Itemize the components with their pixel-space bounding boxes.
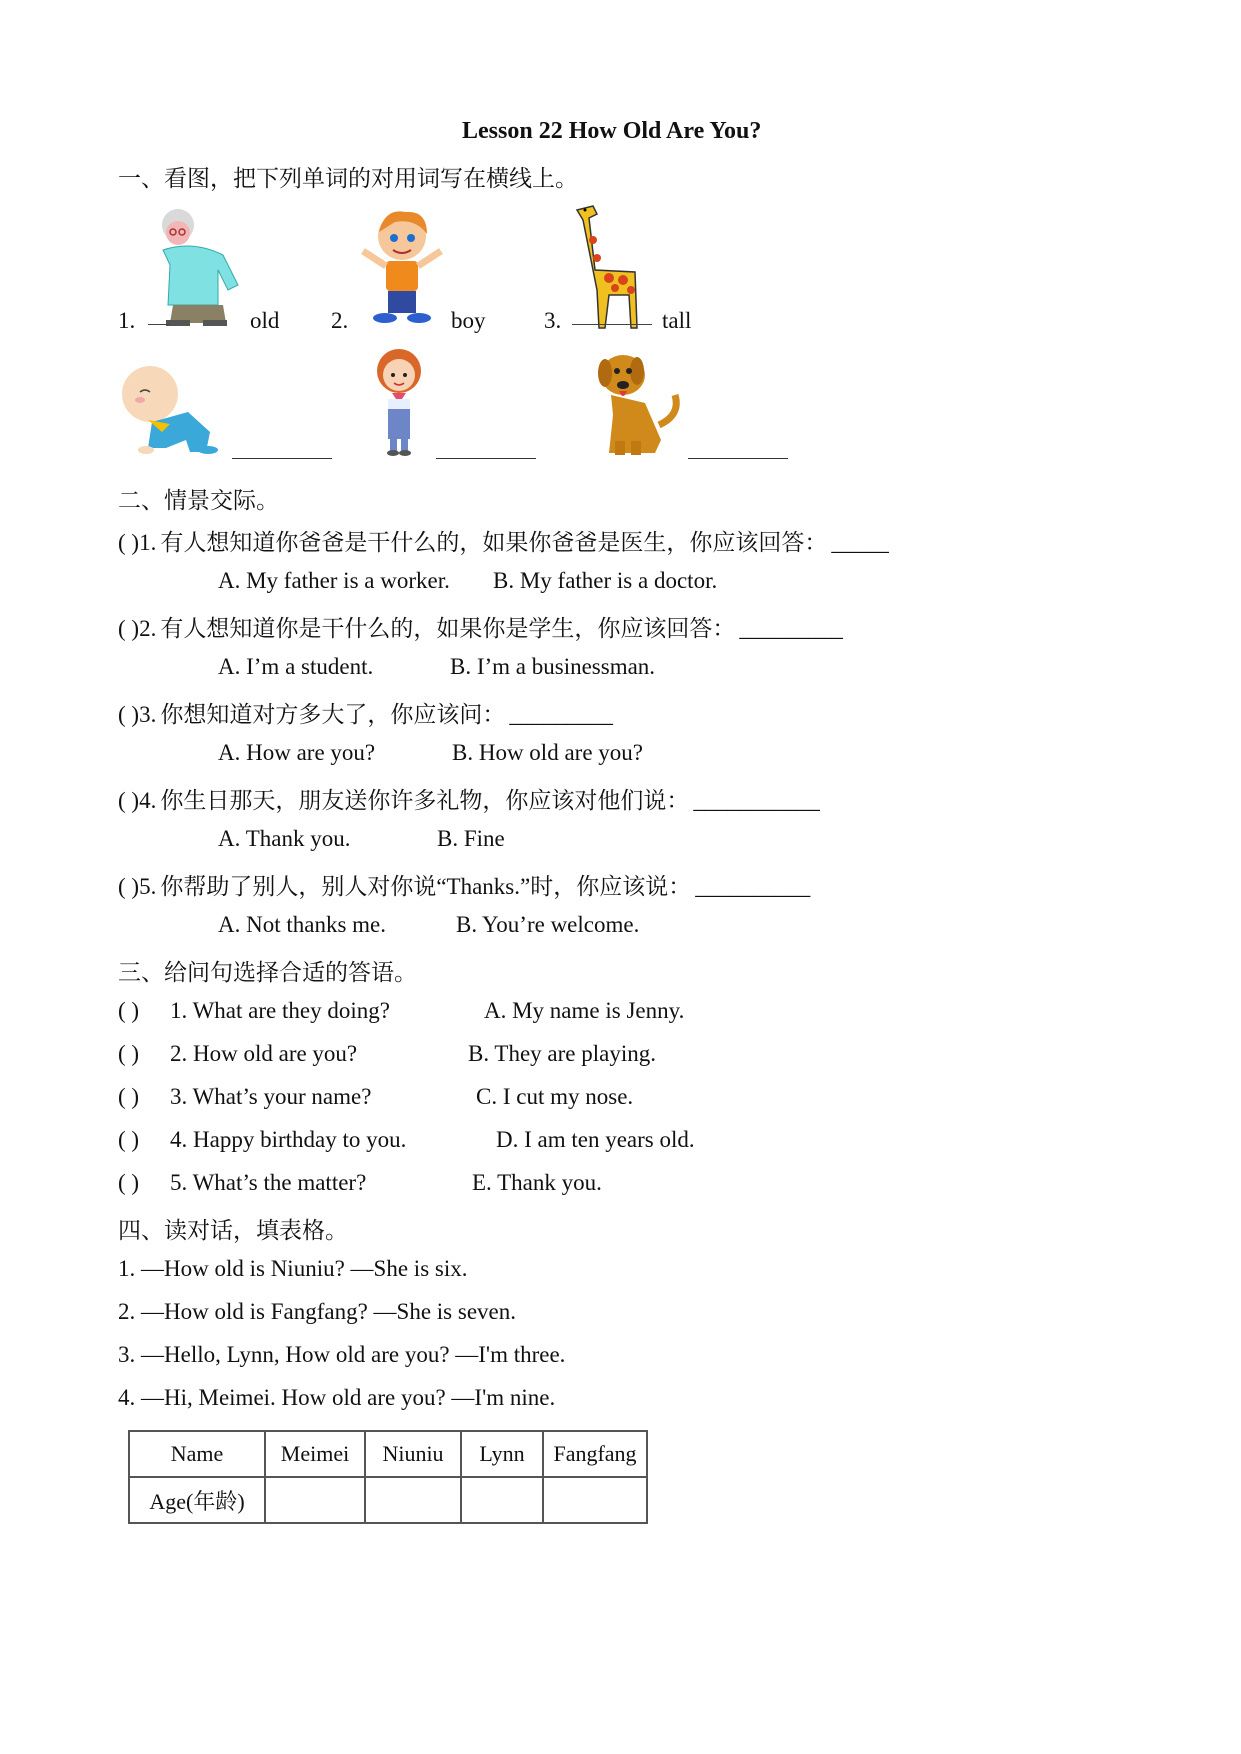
section-3-heading: 三、给问句选择合适的答语。 [118, 960, 417, 986]
match-row-2-answer: B. They are playing. [468, 1041, 656, 1066]
table-header-cell: Lynn [461, 1431, 543, 1477]
girl-illustration [368, 345, 430, 457]
table-header-cell: Name [129, 1431, 265, 1477]
answer-blank[interactable]: ___________ [693, 788, 820, 813]
question-5-line [118, 868, 810, 901]
match-row-2-paren[interactable]: ( ) [118, 1041, 140, 1066]
question-text-end: 时，你应该说： [530, 874, 692, 900]
question-number: 5. [139, 874, 157, 899]
match-row-1-answer: A. My name is Jenny. [484, 998, 685, 1023]
option-b: B. How old are you? [452, 740, 643, 765]
question-2-line [118, 610, 843, 643]
section-2-heading: 二、情景交际。 [118, 488, 279, 514]
age-cell-niuniu[interactable] [365, 1477, 461, 1523]
item-3-number: 3. [544, 308, 562, 333]
section-1-heading: 一、看图，把下列单词的对用词写在横线上。 [118, 166, 578, 192]
option-a: A. Not thanks me. [218, 912, 387, 937]
match-row-2-question: 2. How old are you? [170, 1041, 358, 1066]
match-row-5-question: 5. What’s the matter? [170, 1170, 367, 1195]
boy-illustration [355, 206, 450, 328]
option-b: B. My father is a doctor. [493, 568, 718, 593]
item-2-number: 2. [331, 308, 349, 333]
picture-6-blank[interactable] [688, 458, 788, 459]
question-text: 你生日那天，朋友送你许多礼物，你应该对他们说： [160, 788, 690, 814]
answer-blank[interactable]: _________ [739, 616, 843, 641]
option-b: B. Fine [437, 826, 505, 851]
age-cell-meimei[interactable] [265, 1477, 365, 1523]
option-b: B. You’re welcome. [456, 912, 640, 937]
question-3-line [118, 696, 613, 729]
table-header-cell: Fangfang [543, 1431, 647, 1477]
answer-blank[interactable]: _________ [509, 702, 613, 727]
table-header-cell: Meimei [265, 1431, 365, 1477]
dialogue-1: 1. —How old is Niuniu? —She is six. [118, 1256, 468, 1281]
age-cell-fangfang[interactable] [543, 1477, 647, 1523]
question-number: 1. [139, 530, 157, 555]
picture-5-blank[interactable] [436, 458, 536, 459]
age-table [128, 1430, 648, 1524]
giraffe-illustration [565, 200, 650, 330]
question-number: 4. [139, 788, 157, 813]
table-header-cell: Niuniu [365, 1431, 461, 1477]
question-text: 有人想知道你是干什么的，如果你是学生，你应该回答： [160, 616, 736, 642]
section-4-heading: 四、读对话，填表格。 [118, 1218, 348, 1244]
option-a: A. My father is a worker. [218, 568, 450, 593]
item-2-word: boy [451, 308, 486, 333]
question-text: 有人想知道你爸爸是干什么的，如果你爸爸是医生，你应该回答： [160, 530, 828, 556]
match-row-1-question: 1. What are they doing? [170, 998, 390, 1023]
match-row-4-question: 4. Happy birthday to you. [170, 1127, 407, 1152]
item-3-blank[interactable] [572, 324, 652, 325]
option-a: A. I’m a student. [218, 654, 374, 679]
answer-paren[interactable]: ( ) [118, 702, 140, 727]
match-row-4-answer: D. I am ten years old. [496, 1127, 695, 1152]
picture-4-blank[interactable] [232, 458, 332, 459]
baby-illustration [118, 362, 223, 457]
match-row-1-paren[interactable]: ( ) [118, 998, 140, 1023]
answer-blank[interactable]: _____ [831, 530, 889, 555]
dialogue-4: 4. —Hi, Meimei. How old are you? —I'm nine. [118, 1385, 556, 1410]
table-header-row [129, 1431, 647, 1477]
dog-illustration [585, 345, 685, 457]
answer-paren[interactable]: ( ) [118, 874, 140, 899]
option-b: B. I’m a businessman. [450, 654, 656, 679]
answer-paren[interactable]: ( ) [118, 530, 140, 555]
option-a: A. Thank you. [218, 826, 351, 851]
match-row-3-answer: C. I cut my nose. [476, 1084, 634, 1109]
question-number: 2. [139, 616, 157, 641]
dialogue-3: 3. —Hello, Lynn, How old are you? —I'm three. [118, 1342, 566, 1367]
match-row-3-paren[interactable]: ( ) [118, 1084, 140, 1109]
match-row-3-question: 3. What’s your name? [170, 1084, 372, 1109]
question-4-line [118, 782, 820, 815]
quoted-thanks: “Thanks.” [436, 874, 531, 899]
question-text: 你想知道对方多大了，你应该问： [160, 702, 506, 728]
page-title: Lesson 22 How Old Are You? [462, 118, 762, 144]
item-1-word: old [250, 308, 280, 333]
grandmother-illustration [148, 205, 248, 330]
question-text: 你帮助了别人，别人对你说 [160, 874, 437, 900]
answer-paren[interactable]: ( ) [118, 616, 140, 641]
question-number: 3. [139, 702, 157, 727]
answer-blank[interactable]: __________ [695, 874, 811, 899]
item-1-blank[interactable] [148, 324, 170, 325]
match-row-4-paren[interactable]: ( ) [118, 1127, 140, 1152]
option-a: A. How are you? [218, 740, 376, 765]
item-1-number: 1. [118, 308, 136, 333]
match-row-5-answer: E. Thank you. [472, 1170, 602, 1195]
dialogue-2: 2. —How old is Fangfang? —She is seven. [118, 1299, 516, 1324]
question-1-line [118, 524, 889, 557]
item-3-word: tall [662, 308, 692, 333]
table-row [129, 1477, 647, 1523]
age-cell-lynn[interactable] [461, 1477, 543, 1523]
answer-paren[interactable]: ( ) [118, 788, 140, 813]
match-row-5-paren[interactable]: ( ) [118, 1170, 140, 1195]
age-row-label: Age(年龄) [129, 1477, 265, 1523]
